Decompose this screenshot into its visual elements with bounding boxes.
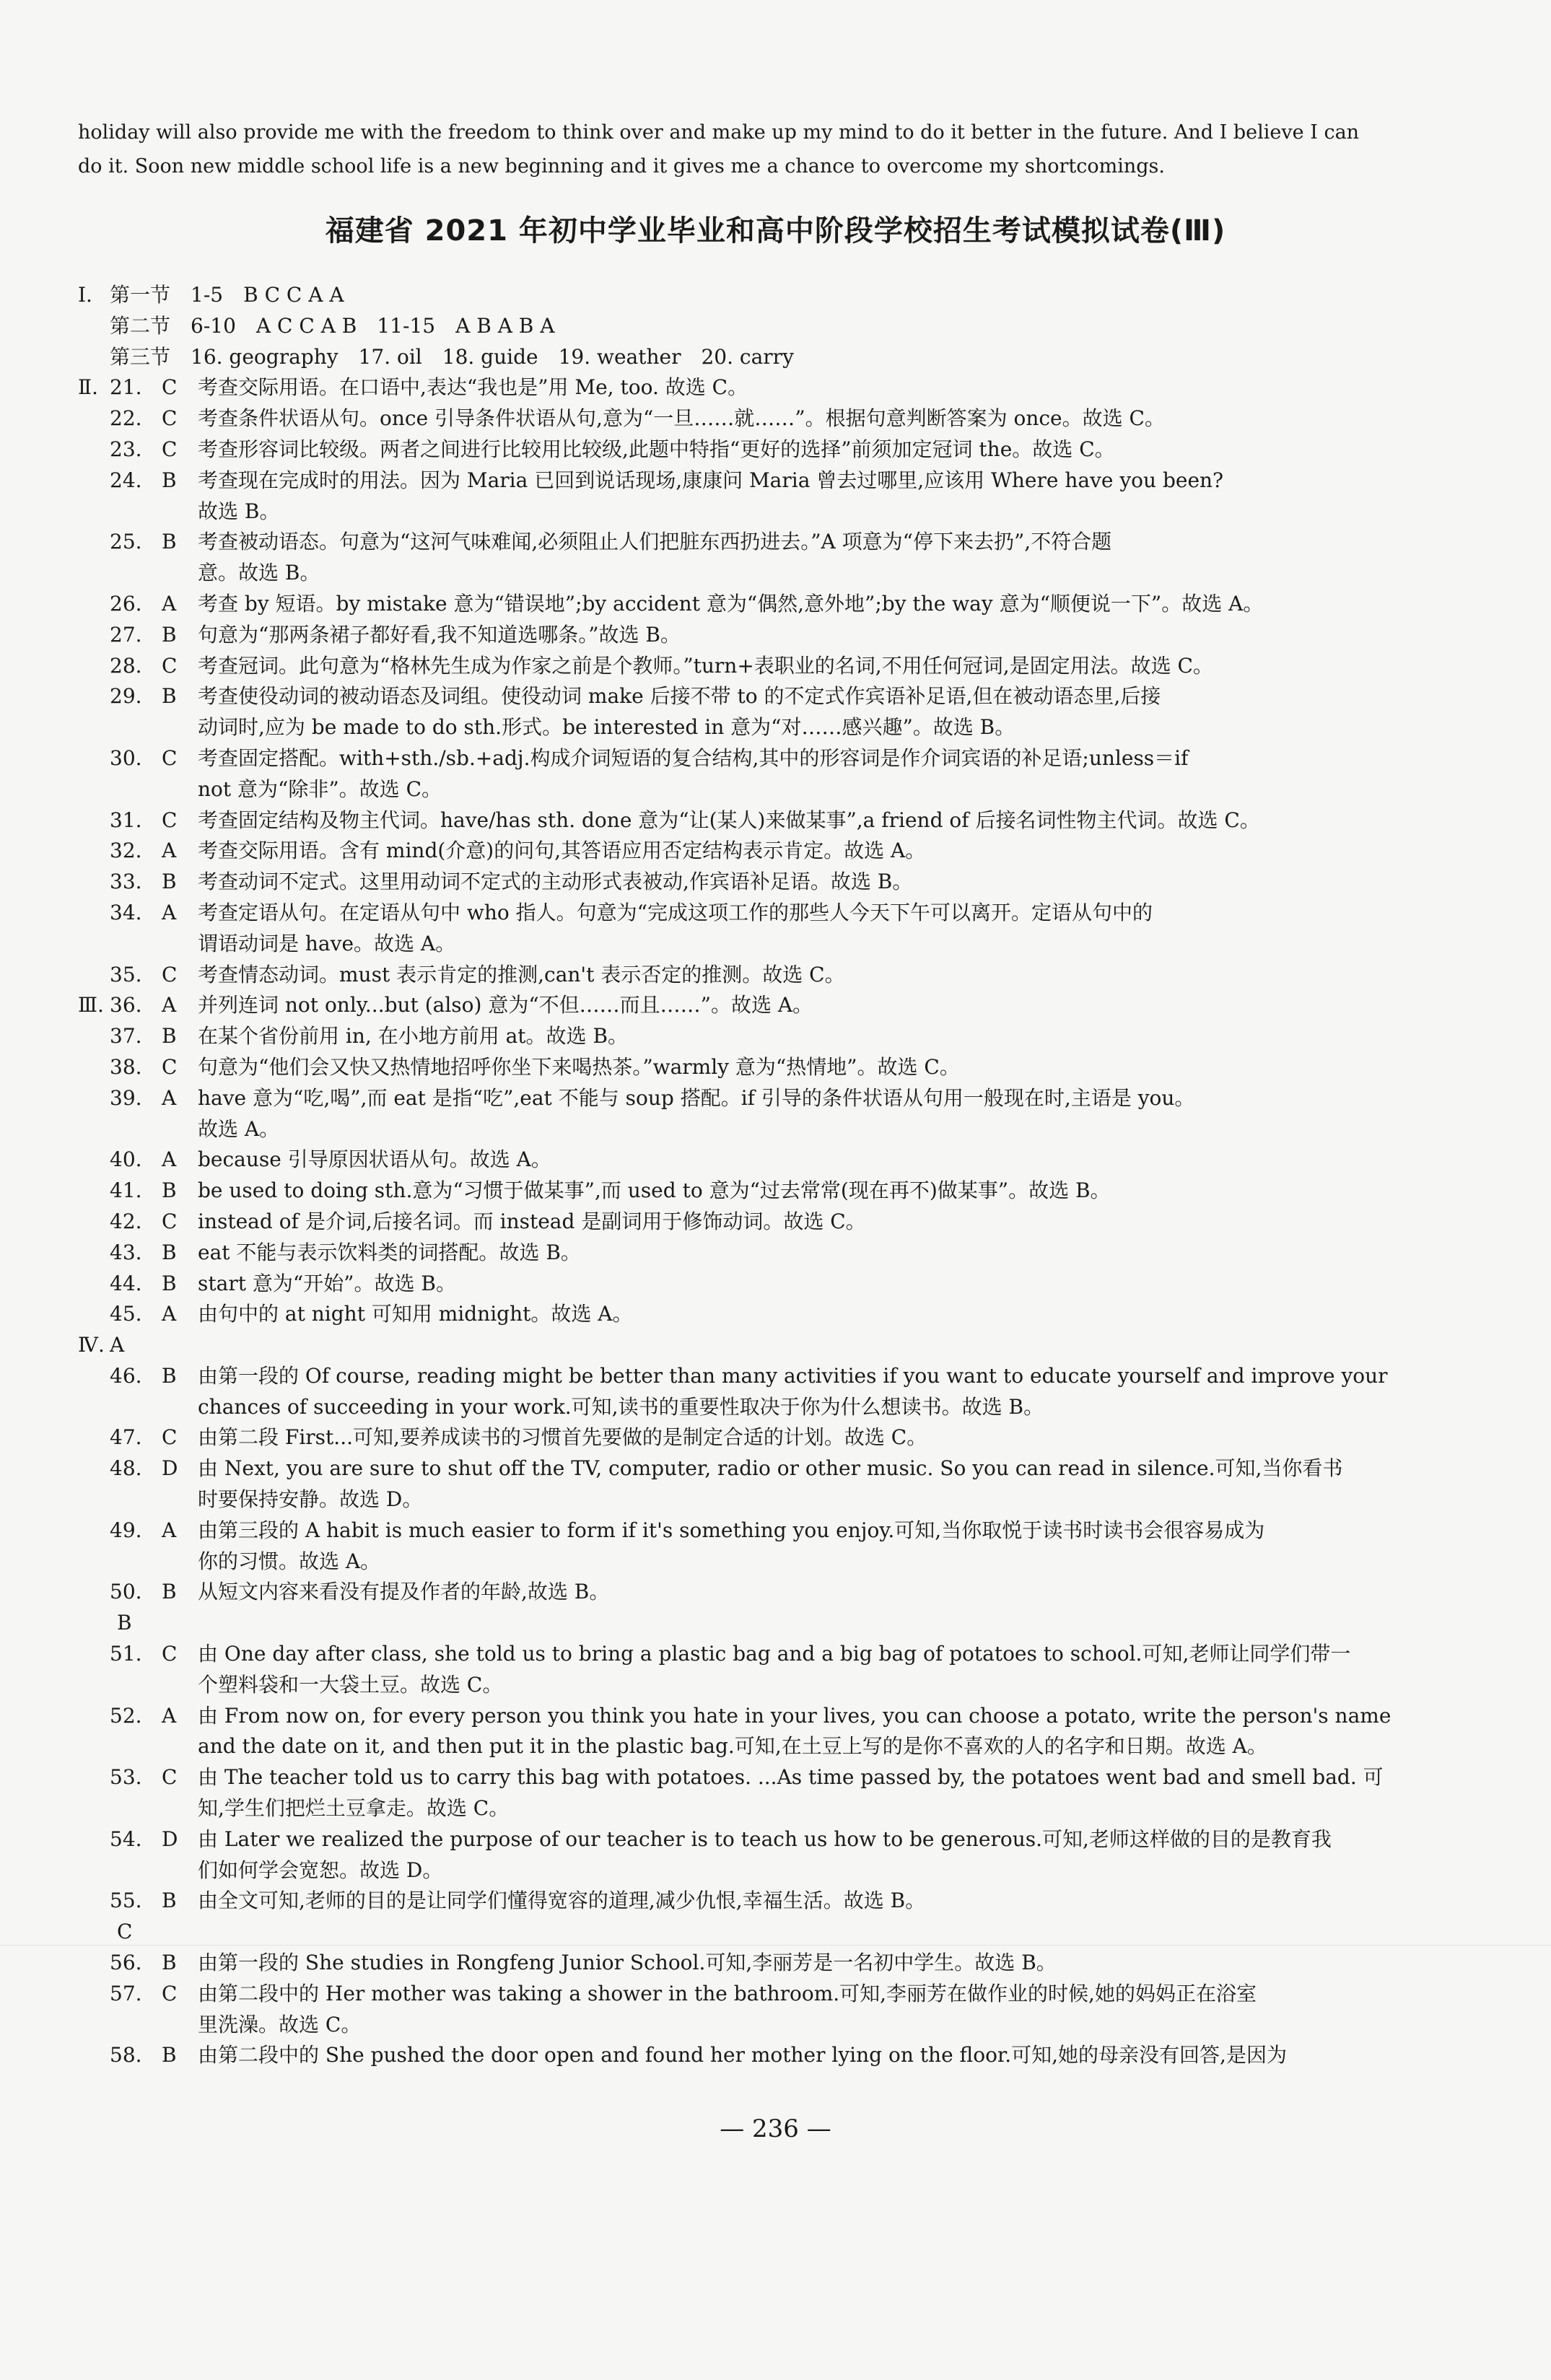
section-label: [78, 558, 110, 589]
explanation-text: 考查定语从句。在定语从句中 who 指人。句意为“完成这项工作的那些人今天下午可以离开。定语从句中的: [198, 900, 1153, 924]
answer-letter: B: [162, 1889, 177, 1913]
section-label: [78, 1422, 110, 1453]
answer-letter: C: [162, 437, 178, 461]
question-number: 50.: [110, 1580, 142, 1604]
explanation-text: 由句中的 at night 可知用 midnight。故选 A。: [198, 1302, 633, 1326]
section-label: [78, 1793, 110, 1824]
explanation-text: 由第二段中的 Her mother was taking a shower in the bathroom.可知,李丽芳在做作业的时候,她的妈妈正在浴室: [198, 1981, 1257, 2005]
answer-letter: B: [162, 622, 177, 647]
question-number: 23.: [110, 437, 142, 461]
explanation-text: 由第一段的 She studies in Rongfeng Junior School.可知,李丽芳是一名初中学生。故选 B。: [198, 1951, 1057, 1975]
answer-letter: C: [162, 375, 178, 400]
section-label: [78, 527, 110, 558]
section-label: [78, 1361, 110, 1392]
section-label: [78, 589, 110, 620]
page-title: 福建省 2021 年初中学业毕业和高中阶段学校招生考试模拟试卷(Ⅲ): [325, 214, 1226, 248]
section-label: [78, 681, 110, 712]
answer-letter: B: [162, 530, 177, 554]
question-number: 22.: [110, 406, 142, 431]
explanation-text: 考查情态动词。must 表示肯定的推测,can't 表示否定的推测。故选 C。: [198, 962, 845, 986]
answer-letter: [162, 2010, 198, 2041]
question-number: 24.: [110, 468, 142, 492]
answer-list: [78, 280, 1435, 2071]
answer-row: [78, 1299, 1435, 1330]
answer-row: [78, 465, 1435, 496]
intro-paragraph: [78, 115, 1435, 183]
answer-row: [78, 1145, 1435, 1176]
answer-letter: B: [162, 1580, 177, 1604]
section-label: [78, 1299, 110, 1330]
question-number: 55.: [110, 1889, 142, 1913]
section-label: [78, 1886, 110, 1917]
answer-letter: [162, 712, 198, 743]
answer-letter: A: [162, 1703, 177, 1728]
question-number: [110, 2010, 162, 2041]
section-label: [78, 898, 110, 929]
explanation-text: 考查冠词。此句意为“格林先生成为作家之前是个教师。”turn+表职业的名词,不用任何冠词,是固定用法。故选 C。: [198, 653, 1213, 678]
answer-letter: A: [162, 591, 177, 616]
answer-row: [78, 434, 1435, 465]
section-label: [78, 1824, 110, 1855]
answer-letter: B: [162, 1240, 177, 1264]
answer-row: [78, 620, 1435, 651]
passage-letter: B: [117, 1611, 132, 1635]
passage-letter: A: [110, 1333, 125, 1357]
answer-row: [78, 1855, 1435, 1886]
explanation-text: 由第一段的 Of course, reading might be better than many activities if you want to educate yourself and improve your: [198, 1363, 1388, 1388]
question-number: [110, 1114, 162, 1145]
answer-letter: [162, 929, 198, 960]
explanation-text: chances of succeeding in your work.可知,读书的重要性取决于你为什么想读书。故选 B。: [198, 1394, 1044, 1419]
section-label: [78, 1176, 110, 1207]
question-number: 37.: [110, 1024, 142, 1049]
question-number: 57.: [110, 1981, 142, 2005]
answer-row: [78, 1052, 1435, 1083]
answer-row: [78, 1484, 1435, 1515]
explanation-text: 考查 by 短语。by mistake 意为“错误地”;by accident 意为“偶然,意外地”;by the way 意为“顺便说一下”。故选 A。: [198, 591, 1264, 616]
answer-row: [78, 1731, 1435, 1762]
explanation-text: 由第二段中的 She pushed the door open and found her mother lying on the floor.可知,她的母亲没有回答,是因为: [198, 2043, 1287, 2068]
explanation-text: 故选 A。: [198, 1116, 280, 1141]
question-number: 38.: [110, 1054, 142, 1079]
question-number: 45.: [110, 1302, 142, 1326]
answer-letter: A: [162, 1518, 177, 1542]
question-number: 58.: [110, 2043, 142, 2068]
section-label: [78, 465, 110, 496]
passage-letter-row: [78, 1917, 1435, 1948]
section-label: [78, 2010, 110, 2041]
answer-row: [78, 1269, 1435, 1300]
section-label: [78, 1453, 110, 1484]
reading-container: [78, 1361, 1435, 2071]
explanation-text: 由 From now on, for every person you think you hate in your lives, you can choose a potato, write the person's name: [198, 1703, 1391, 1728]
answer-row: [78, 1639, 1435, 1670]
answer-row: [78, 2040, 1435, 2071]
answer-letter: C: [162, 745, 178, 770]
section-label: [78, 1114, 110, 1145]
answer-letter: C: [162, 1209, 178, 1233]
answer-letter: B: [162, 684, 177, 709]
question-number: [110, 496, 162, 528]
answer-letter: [162, 1546, 198, 1578]
question-number: [110, 558, 162, 589]
answer-letter: D: [162, 1826, 178, 1851]
answer-row: [78, 1670, 1435, 1701]
answer-row: [78, 2010, 1435, 2041]
answer-row: [78, 372, 1435, 403]
explanation-text: 们如何学会宽恕。故选 D。: [198, 1858, 443, 1882]
section-label: Ⅰ.: [78, 283, 92, 307]
explanation-text: 由 Later we realized the purpose of our teacher is to teach us how to be generous.可知,老师这样做的目的是教育我: [198, 1826, 1332, 1851]
explanation-text: 考查交际用语。在口语中,表达“我也是”用 Me, too. 故选 C。: [198, 375, 748, 400]
section-label: [78, 1207, 110, 1238]
answer-letter: [162, 1484, 198, 1515]
answer-letter: [162, 1670, 198, 1701]
answer-letter: C: [162, 1981, 178, 2005]
section-label: [78, 805, 110, 836]
answer-row: [78, 1515, 1435, 1546]
answer-row: [78, 1793, 1435, 1824]
question-number: [110, 1546, 162, 1578]
explanation-text: 意。故选 B。: [198, 561, 320, 585]
answer-row: [78, 743, 1435, 774]
explanation-text: 里洗澡。故选 C。: [198, 2012, 362, 2036]
answer-row: [78, 960, 1435, 991]
answer-row: [78, 1948, 1435, 1979]
section-label: [78, 1546, 110, 1578]
part1-row: [78, 311, 1435, 342]
question-number: 53.: [110, 1765, 142, 1790]
explanation-text: and the date on it, and then put it in the plastic bag.可知,在土豆上写的是你不喜欢的人的名字和日期。故选 A。: [198, 1734, 1267, 1759]
answer-letter: A: [162, 1302, 177, 1326]
answer-row: [78, 558, 1435, 589]
part4-row: [78, 1330, 1435, 1361]
section-label: [78, 1701, 110, 1732]
answer-letter: [162, 1855, 198, 1886]
explanation-text: have 意为“吃,喝”,而 eat 是指“吃”,eat 不能与 soup 搭配。if 引导的条件状语从句用一般现在时,主语是 you。: [198, 1085, 1195, 1110]
section-label: [78, 929, 110, 960]
explanation-text: 个塑料袋和一大袋土豆。故选 C。: [198, 1672, 503, 1697]
part1-row: [78, 280, 1435, 311]
passage-letter: C: [117, 1920, 133, 1944]
question-number: 41.: [110, 1178, 142, 1203]
question-number: 25.: [110, 530, 142, 554]
section-label: Ⅳ.: [78, 1333, 105, 1357]
question-number: [110, 712, 162, 743]
answer-row: [78, 1546, 1435, 1578]
answer-row: [78, 681, 1435, 712]
question-number: [110, 1855, 162, 1886]
answer-row: [78, 1701, 1435, 1732]
question-number: 34.: [110, 900, 142, 924]
explanation-text: 时要保持安静。故选 D。: [198, 1487, 423, 1512]
answer-letter: C: [162, 962, 178, 986]
answer-letter: C: [162, 1765, 178, 1790]
answer-row: [78, 867, 1435, 898]
answer-row: [78, 1083, 1435, 1114]
question-number: 40.: [110, 1147, 142, 1172]
question-number: 48.: [110, 1456, 142, 1481]
question-number: [110, 774, 162, 805]
section-label: Ⅱ.: [78, 375, 98, 400]
answer-row: [78, 1577, 1435, 1608]
section-label: [78, 1670, 110, 1701]
question-number: 56.: [110, 1951, 142, 1975]
explanation-text: 你的习惯。故选 A。: [198, 1549, 381, 1573]
explanation-text: 从短文内容来看没有提及作者的年龄,故选 B。: [198, 1580, 610, 1604]
answer-letter: B: [162, 1178, 177, 1203]
answer-row: [78, 651, 1435, 682]
explanation-text: 考查条件状语从句。once 引导条件状语从句,意为“一旦……就……”。根据句意判断答案为 once。故选 C。: [198, 406, 1165, 431]
question-number: 47.: [110, 1425, 142, 1450]
items-container: [78, 372, 1435, 1330]
answer-row: [78, 1422, 1435, 1453]
section-label: [78, 2040, 110, 2071]
section-label: [78, 403, 110, 434]
answer-letter: D: [162, 1456, 178, 1481]
part1-row: [78, 342, 1435, 373]
intro-line: do it. Soon new middle school life is a new beginning and it gives me a chance to overcome my shortcomings.: [78, 155, 1165, 178]
answer-row: [78, 1021, 1435, 1052]
question-number: 36.: [110, 993, 142, 1018]
answer-row: [78, 403, 1435, 434]
explanation-text: 考查使役动词的被动语态及词组。使役动词 make 后接不带 to 的不定式作宾语补足语,但在被动语态里,后接: [198, 684, 1161, 709]
explanation-text: 考查交际用语。含有 mind(介意)的问句,其答语应用否定结构表示肯定。故选 A。: [198, 839, 926, 863]
question-number: 49.: [110, 1518, 142, 1542]
question-number: [110, 1484, 162, 1515]
answer-letter: [162, 496, 198, 528]
section-label: [78, 1021, 110, 1052]
question-number: 28.: [110, 653, 142, 678]
explanation-text: 考查固定搭配。with+sth./sb.+adj.构成介词短语的复合结构,其中的形容词是作介词宾语的补足语;unless＝if: [198, 745, 1189, 770]
explanation-text: start 意为“开始”。故选 B。: [198, 1271, 456, 1295]
explanation-text: 在某个省份前用 in, 在小地方前用 at。故选 B。: [198, 1024, 629, 1049]
question-number: 27.: [110, 622, 142, 647]
section-label: [78, 1639, 110, 1670]
answer-letter: C: [162, 1642, 178, 1666]
question-number: [110, 1670, 162, 1701]
section-label: [78, 620, 110, 651]
explanation-text: 动词时,应为 be made to do sth.形式。be interested in 意为“对……感兴趣”。故选 B。: [198, 715, 1015, 740]
explanation-text: instead of 是介词,后接名词。而 instead 是副词用于修饰动词。故选 C。: [198, 1209, 866, 1233]
explanation-text: 由第三段的 A habit is much easier to form if it's something you enjoy.可知,当你取悦于读书时读书会很容易成为: [198, 1518, 1265, 1542]
answer-letter: C: [162, 1425, 178, 1450]
answer-letter: B: [162, 1951, 177, 1975]
part1-line: 第一节 1-5 B C C A A: [110, 283, 344, 307]
answer-letter: B: [162, 1271, 177, 1295]
intro-line: holiday will also provide me with the freedom to think over and make up my mind to do it better in the future. And I believe I can: [78, 121, 1360, 144]
question-number: 29.: [110, 684, 142, 709]
section-label: [78, 1979, 110, 2010]
part1-line: 第三节 16. geography 17. oil 18. guide 19. weather 20. carry: [110, 344, 794, 369]
answer-row: [78, 527, 1435, 558]
section-label: [78, 1948, 110, 1979]
answer-row: [78, 1361, 1435, 1392]
question-number: 35.: [110, 962, 142, 986]
question-number: 51.: [110, 1642, 142, 1666]
answer-letter: B: [162, 1024, 177, 1049]
question-number: 52.: [110, 1703, 142, 1728]
answer-row: [78, 1453, 1435, 1484]
answer-row: [78, 929, 1435, 960]
section-label: [78, 712, 110, 743]
explanation-text: 句意为“他们会又快又热情地招呼你坐下来喝热茶。”warmly 意为“热情地”。故选 C。: [198, 1054, 960, 1079]
answer-letter: [162, 1731, 198, 1762]
answer-letter: [162, 1392, 198, 1423]
section-label: [78, 1577, 110, 1608]
question-number: 44.: [110, 1271, 142, 1295]
part1-line: 第二节 6-10 A C C A B 11-15 A B A B A: [110, 313, 555, 338]
section-label: [78, 651, 110, 682]
answer-letter: B: [162, 2043, 177, 2068]
explanation-text: 由第二段 First...可知,要养成读书的习惯首先要做的是制定合适的计划。故选 C。: [198, 1425, 927, 1450]
explanation-text: 故选 B。: [198, 499, 280, 523]
explanation-text: because 引导原因状语从句。故选 A。: [198, 1147, 551, 1172]
section-label: [78, 1083, 110, 1114]
question-number: [110, 1793, 162, 1824]
section-label: [78, 836, 110, 867]
answer-letter: C: [162, 653, 178, 678]
answer-row: [78, 1392, 1435, 1423]
explanation-text: 考查形容词比较级。两者之间进行比较用比较级,此题中特指“更好的选择”前须加定冠词 the。故选 C。: [198, 437, 1115, 461]
answer-row: [78, 496, 1435, 528]
question-number: 54.: [110, 1826, 142, 1851]
question-number: 39.: [110, 1085, 142, 1110]
answer-row: [78, 1238, 1435, 1269]
question-number: [110, 929, 162, 960]
answer-row: [78, 774, 1435, 805]
explanation-text: 知,学生们把烂土豆拿走。故选 C。: [198, 1796, 510, 1821]
explanation-text: 由 The teacher told us to carry this bag with potatoes. ...As time passed by, the potatoes went bad and smell bad. 可: [198, 1765, 1384, 1790]
explanation-text: 由全文可知,老师的目的是让同学们懂得宽容的道理,减少仇恨,幸福生活。故选 B。: [198, 1889, 926, 1913]
answer-row: [78, 1176, 1435, 1207]
question-number: 42.: [110, 1209, 142, 1233]
answer-letter: [162, 1793, 198, 1824]
answer-row: [78, 1762, 1435, 1793]
question-number: [110, 1392, 162, 1423]
answer-letter: A: [162, 993, 177, 1018]
question-number: 21.: [110, 375, 142, 400]
answer-letter: B: [162, 870, 177, 894]
section-label: [78, 1052, 110, 1083]
answer-letter: B: [162, 1363, 177, 1388]
answer-letter: A: [162, 839, 177, 863]
explanation-text: 并列连词 not only...but (also) 意为“不但……而且……”。故选 A。: [198, 993, 813, 1018]
answer-letter: [162, 774, 198, 805]
section-label: [78, 1238, 110, 1269]
question-number: 32.: [110, 839, 142, 863]
answer-row: [78, 1207, 1435, 1238]
section-label: [78, 496, 110, 528]
answer-row: [78, 1886, 1435, 1917]
explanation-text: 考查动词不定式。这里用动词不定式的主动形式表被动,作宾语补足语。故选 B。: [198, 870, 913, 894]
section-label: [78, 960, 110, 991]
question-number: 46.: [110, 1363, 142, 1388]
answer-row: [78, 898, 1435, 929]
explanation-text: 考查被动语态。句意为“这河气味难闻,必须阻止人们把脏东西扔进去。”A 项意为“停下来去扔”,不符合题: [198, 530, 1112, 554]
explanation-text: 考查现在完成时的用法。因为 Maria 已回到说话现场,康康问 Maria 曾去过哪里,应该用 Where have you been?: [198, 468, 1224, 492]
section-label: [78, 774, 110, 805]
question-number: 30.: [110, 745, 142, 770]
answer-letter: [162, 558, 198, 589]
answer-row: [78, 836, 1435, 867]
question-number: 43.: [110, 1240, 142, 1264]
explanation-text: 由 One day after class, she told us to bring a plastic bag and a big bag of potatoes to school.可知,老师让同学们带一: [198, 1642, 1351, 1666]
answer-row: [78, 589, 1435, 620]
answer-row: [78, 1114, 1435, 1145]
section-label: [78, 1762, 110, 1793]
page-number: — 236 —: [720, 2114, 831, 2143]
section-label: [78, 1392, 110, 1423]
explanation-text: 句意为“那两条裙子都好看,我不知道选哪条。”故选 B。: [198, 622, 681, 647]
section-label: [78, 434, 110, 465]
answer-row: [78, 805, 1435, 836]
explanation-text: 考查固定结构及物主代词。have/has sth. done 意为“让(某人)来做某事”,a friend of 后接名词性物主代词。故选 C。: [198, 808, 1260, 832]
section-label: [78, 1484, 110, 1515]
answer-row: [78, 1979, 1435, 2010]
section-label: [78, 743, 110, 774]
section-label: [78, 1855, 110, 1886]
explanation-text: 谓语动词是 have。故选 A。: [198, 931, 456, 955]
section-label: [78, 1731, 110, 1762]
page-fold-line: [0, 1945, 1551, 1946]
explanation-text: not 意为“除非”。故选 C。: [198, 776, 442, 801]
question-number: 26.: [110, 591, 142, 616]
question-number: 33.: [110, 870, 142, 894]
answer-letter: A: [162, 1147, 177, 1172]
answer-letter: A: [162, 900, 177, 924]
answer-letter: C: [162, 808, 178, 832]
answer-row: [78, 712, 1435, 743]
section-label: [78, 1145, 110, 1176]
passage-letter-row: [78, 1608, 1435, 1639]
answer-row: [78, 1824, 1435, 1855]
answer-letter: B: [162, 468, 177, 492]
answer-letter: C: [162, 1054, 178, 1079]
question-number: [110, 1731, 162, 1762]
answer-row: [78, 990, 1435, 1021]
section-label: Ⅲ.: [78, 993, 104, 1018]
section-label: [78, 867, 110, 898]
answer-letter: [162, 1114, 198, 1145]
answer-letter: C: [162, 406, 178, 431]
explanation-text: be used to doing sth.意为“习惯于做某事”,而 used to 意为“过去常常(现在再不)做某事”。故选 B。: [198, 1178, 1111, 1203]
question-number: 31.: [110, 808, 142, 832]
section-label: [78, 1515, 110, 1546]
explanation-text: 由 Next, you are sure to shut off the TV, computer, radio or other music. So you can read in silence.可知,当你看书: [198, 1456, 1343, 1481]
explanation-text: eat 不能与表示饮料类的词搭配。故选 B。: [198, 1240, 581, 1264]
section-label: [78, 1269, 110, 1300]
answer-letter: A: [162, 1085, 177, 1110]
